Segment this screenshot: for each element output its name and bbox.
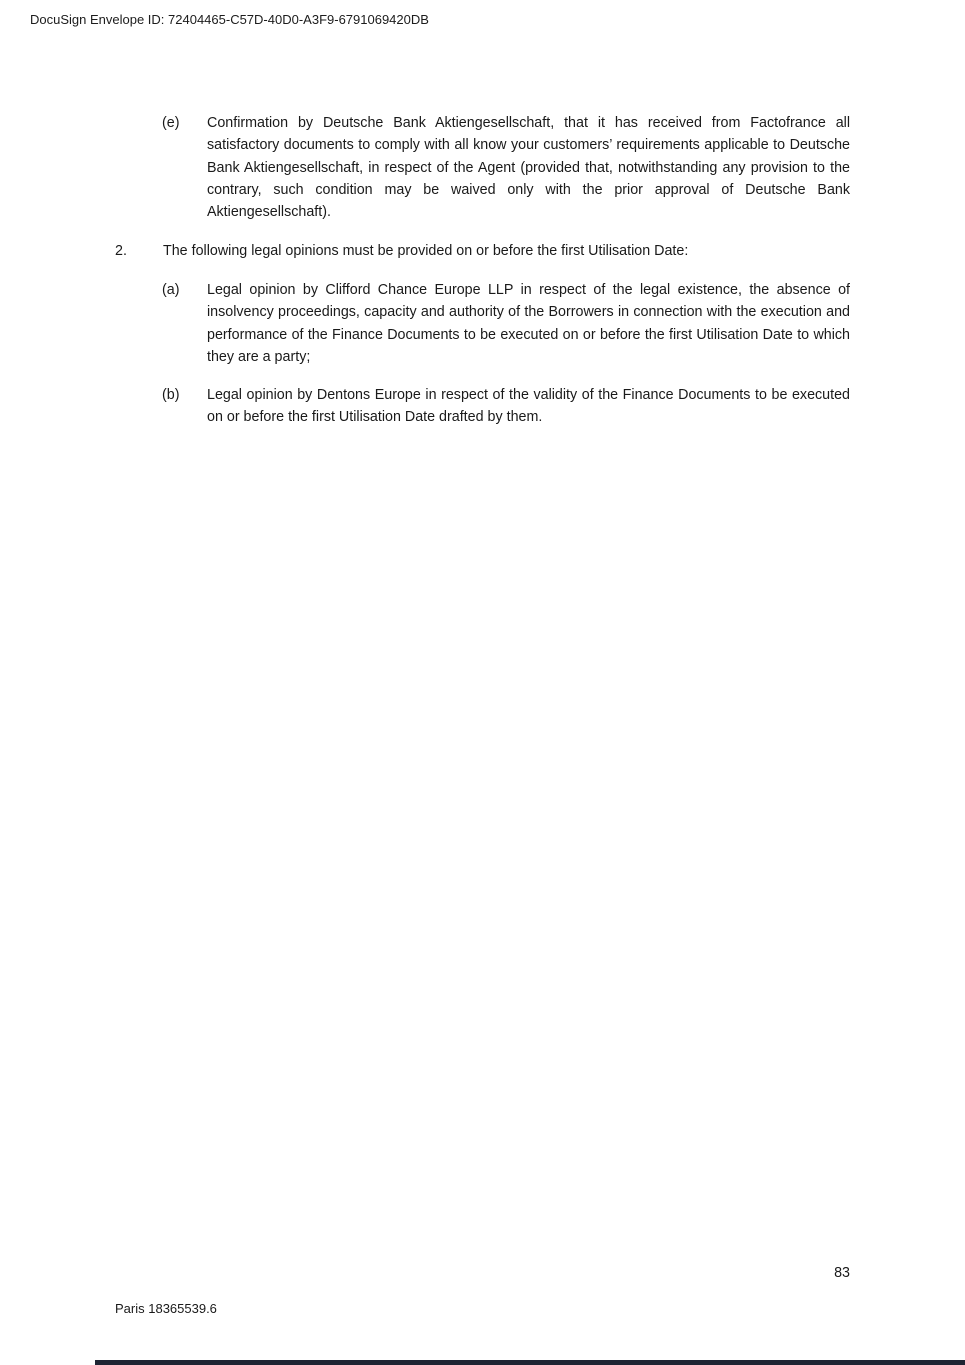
clause-label: (e): [162, 115, 180, 131]
clause-text: Legal opinion by Clifford Chance Europe LLP in respect of the legal existence, the absence of insolvency proceedings, capacity and authority of the Borrowers in connection with the execution and performance of the Finance Documents to be executed on or before the first Utilisation Date to which they are a party;: [207, 282, 850, 365]
clause-label: 2.: [115, 243, 127, 259]
document-reference: Paris 18365539.6: [115, 1301, 217, 1316]
clause-label: (b): [162, 387, 180, 403]
clause-text: Legal opinion by Dentons Europe in respect of the validity of the Finance Documents to be executed on or before the first Utilisation Date drafted by them.: [207, 387, 850, 426]
page-number: 83: [834, 1265, 850, 1281]
clause-text: Confirmation by Deutsche Bank Aktiengesellschaft, that it has received from Factofrance all satisfactory documents to comply with all know your customers’ requirements applicable to Deutsche Bank Aktiengesellschaft, in respect of the Agent (provided that, notwithstanding any provision to the contrary, such condition may be waived only with the prior approval of Deutsche Bank Aktiengesellschaft).: [207, 115, 850, 221]
clause-a: [162, 279, 850, 368]
docusign-envelope-id: DocuSign Envelope ID: 72404465-C57D-40D0-A3F9-6791069420DB: [30, 12, 429, 27]
clause-b: [162, 384, 850, 429]
clause-text: The following legal opinions must be provided on or before the first Utilisation Date:: [163, 243, 689, 259]
clause-2: [115, 240, 850, 262]
clause-label: (a): [162, 282, 180, 298]
bottom-edge-bar: [95, 1360, 965, 1365]
clause-e: [162, 112, 850, 223]
